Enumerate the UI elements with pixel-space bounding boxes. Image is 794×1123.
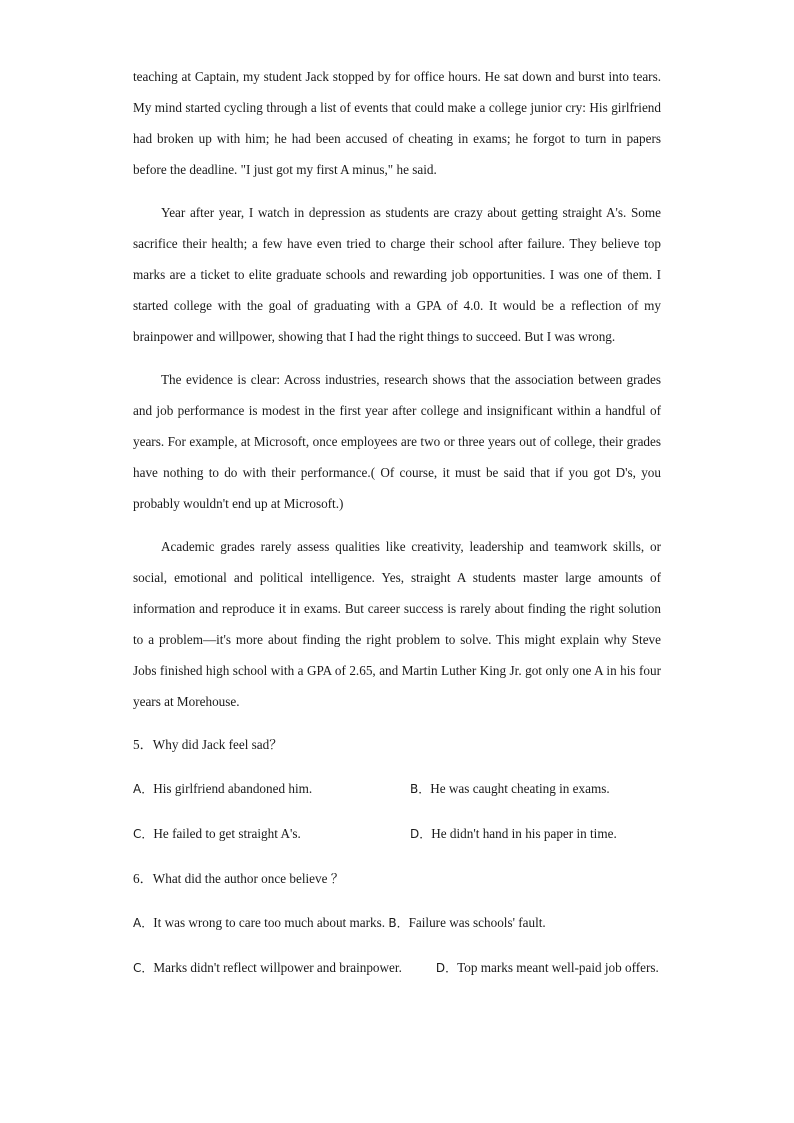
question-6-option-b — [388, 915, 545, 930]
question-5-option-a — [133, 773, 410, 805]
option-letter: C． — [133, 961, 154, 975]
question-5-option-c — [133, 818, 410, 850]
passage-paragraph-2: Year after year, I watch in depression as students are crazy about getting straight A's. Some sacrifice their health; a few have even tried to charge their school after failure. They believe top marks are a ticket to elite graduate schools and rewarding job opportunities. I was one of them. I started college with the goal of graduating with a GPA of 4.0. It would be a reflection of my brainpower and willpower, showing that I had the right things to succeed. But I was wrong. — [133, 205, 661, 344]
question-6-options-row-2 — [133, 952, 661, 984]
passage-paragraph-1: teaching at Captain, my student Jack stopped by for office hours. He sat down and burst into tears. My mind started cycling through a list of events that could make a college junior cry: His girlfriend had broken up with him; he had been accused of cheating in exams; he forgot to turn in papers before the deadline. "I just got my first A minus," he said. — [133, 69, 661, 177]
question-5-options-row-1 — [133, 773, 661, 805]
passage-paragraph-3: The evidence is clear: Across industries, research shows that the association between grades and job performance is modest in the first year after college and insignificant within a handful of years. For example, at Microsoft, once employees are two or three years out of college, their grades have nothing to do with their performance.( Of course, it must be said that if you got D's, you probably wouldn't end up at Microsoft.) — [133, 372, 661, 511]
option-text: He was caught cheating in exams. — [430, 781, 610, 796]
option-text: He didn't hand in his paper in time. — [431, 826, 617, 841]
option-letter: A． — [133, 916, 154, 930]
option-text: It was wrong to care too much about marks. — [153, 915, 386, 930]
option-letter: C． — [133, 827, 154, 841]
passage-paragraph-4: Academic grades rarely assess qualities like creativity, leadership and teamwork skills, or social, emotional and political intelligence. Yes, straight A students master large amounts of information and reproduce it in exams. But career success is rarely about finding the right solution to a problem—it's more about finding the right problem to solve. This might explain why Steve Jobs finished high school with a GPA of 2.65, and Martin Luther King Jr. got only one A in his four years at Morehouse. — [133, 539, 661, 709]
option-letter: A． — [133, 782, 154, 796]
option-text: Failure was schools' fault. — [408, 915, 546, 930]
option-text: Marks didn't reflect willpower and brainpower. — [153, 960, 402, 975]
option-text: He failed to get straight A's. — [153, 826, 301, 841]
question-5-options-row-2 — [133, 818, 661, 850]
question-6-stem: 6．What did the author once believe ？ — [133, 871, 344, 886]
option-letter: B． — [410, 782, 431, 796]
question-6-option-a — [133, 915, 385, 930]
option-letter: B． — [388, 916, 409, 930]
document-page — [133, 61, 661, 984]
question-6-option-d — [436, 960, 659, 975]
option-text: Top marks meant well-paid job offers. — [457, 960, 659, 975]
option-text: His girlfriend abandoned him. — [153, 781, 313, 796]
question-5-option-b — [410, 773, 661, 805]
question-5-stem: 5．Why did Jack feel sad？ — [133, 737, 283, 752]
question-5-option-d — [410, 818, 661, 850]
question-6-option-c — [133, 960, 402, 975]
option-letter: D． — [435, 961, 458, 975]
question-6-options-row-1 — [133, 907, 661, 939]
option-letter: D． — [410, 827, 432, 841]
